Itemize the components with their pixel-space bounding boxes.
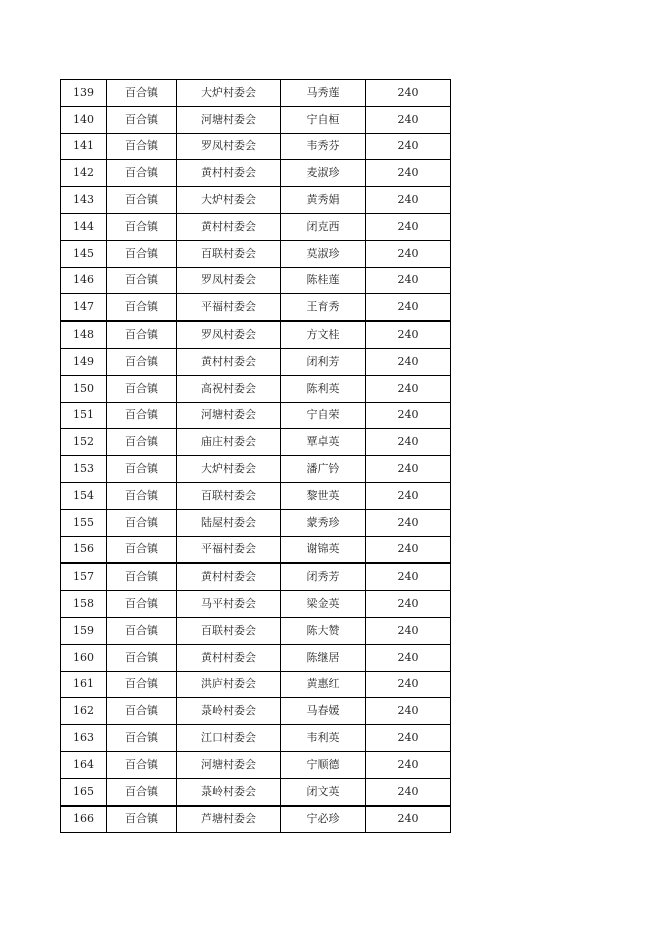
table-row bbox=[61, 563, 451, 590]
row-number-cell: 154 bbox=[61, 482, 107, 509]
village-cell: 洪庐村委会 bbox=[177, 671, 281, 698]
row-number-cell: 146 bbox=[61, 267, 107, 294]
amount-cell: 240 bbox=[366, 294, 451, 321]
village-cell: 黄村村委会 bbox=[177, 348, 281, 375]
village-cell: 百联村委会 bbox=[177, 240, 281, 267]
town-cell: 百合镇 bbox=[107, 644, 177, 671]
row-number-cell: 149 bbox=[61, 348, 107, 375]
table-row bbox=[61, 617, 451, 644]
table-row bbox=[61, 456, 451, 483]
town-cell: 百合镇 bbox=[107, 80, 177, 107]
table-row bbox=[61, 591, 451, 618]
table-row bbox=[61, 751, 451, 778]
amount-cell: 240 bbox=[366, 80, 451, 107]
amount-cell: 240 bbox=[366, 240, 451, 267]
name-cell: 宁自荣 bbox=[281, 402, 366, 429]
town-cell: 百合镇 bbox=[107, 133, 177, 160]
table-row bbox=[61, 482, 451, 509]
name-cell: 谢锦英 bbox=[281, 536, 366, 563]
village-cell: 芦塘村委会 bbox=[177, 806, 281, 833]
town-cell: 百合镇 bbox=[107, 321, 177, 348]
town-cell: 百合镇 bbox=[107, 106, 177, 133]
town-cell: 百合镇 bbox=[107, 725, 177, 752]
amount-cell: 240 bbox=[366, 106, 451, 133]
town-cell: 百合镇 bbox=[107, 429, 177, 456]
amount-cell: 240 bbox=[366, 698, 451, 725]
name-cell: 王育秀 bbox=[281, 294, 366, 321]
table-row bbox=[61, 671, 451, 698]
town-cell: 百合镇 bbox=[107, 160, 177, 187]
table-row bbox=[61, 213, 451, 240]
town-cell: 百合镇 bbox=[107, 482, 177, 509]
row-number-cell: 150 bbox=[61, 375, 107, 402]
name-cell: 黎世英 bbox=[281, 482, 366, 509]
amount-cell: 240 bbox=[366, 536, 451, 563]
village-cell: 庙庄村委会 bbox=[177, 429, 281, 456]
table-row bbox=[61, 375, 451, 402]
amount-cell: 240 bbox=[366, 806, 451, 833]
row-number-cell: 157 bbox=[61, 563, 107, 590]
village-cell: 大炉村委会 bbox=[177, 80, 281, 107]
row-number-cell: 144 bbox=[61, 213, 107, 240]
name-cell: 闭克西 bbox=[281, 213, 366, 240]
town-cell: 百合镇 bbox=[107, 536, 177, 563]
amount-cell: 240 bbox=[366, 429, 451, 456]
amount-cell: 240 bbox=[366, 778, 451, 805]
row-number-cell: 147 bbox=[61, 294, 107, 321]
table-body bbox=[61, 80, 451, 833]
name-cell: 陈桂莲 bbox=[281, 267, 366, 294]
town-cell: 百合镇 bbox=[107, 456, 177, 483]
amount-cell: 240 bbox=[366, 591, 451, 618]
row-number-cell: 164 bbox=[61, 751, 107, 778]
amount-cell: 240 bbox=[366, 751, 451, 778]
row-number-cell: 159 bbox=[61, 617, 107, 644]
name-cell: 陈大赞 bbox=[281, 617, 366, 644]
amount-cell: 240 bbox=[366, 133, 451, 160]
row-number-cell: 155 bbox=[61, 509, 107, 536]
town-cell: 百合镇 bbox=[107, 213, 177, 240]
table-row bbox=[61, 402, 451, 429]
village-cell: 罗凤村委会 bbox=[177, 133, 281, 160]
row-number-cell: 165 bbox=[61, 778, 107, 805]
amount-cell: 240 bbox=[366, 725, 451, 752]
town-cell: 百合镇 bbox=[107, 806, 177, 833]
row-number-cell: 141 bbox=[61, 133, 107, 160]
table-row bbox=[61, 536, 451, 563]
town-cell: 百合镇 bbox=[107, 375, 177, 402]
town-cell: 百合镇 bbox=[107, 698, 177, 725]
village-cell: 平福村委会 bbox=[177, 294, 281, 321]
name-cell: 麦淑珍 bbox=[281, 160, 366, 187]
row-number-cell: 143 bbox=[61, 187, 107, 214]
village-cell: 菉岭村委会 bbox=[177, 698, 281, 725]
name-cell: 宁顺德 bbox=[281, 751, 366, 778]
row-number-cell: 158 bbox=[61, 591, 107, 618]
village-cell: 高祝村委会 bbox=[177, 375, 281, 402]
name-cell: 蒙秀珍 bbox=[281, 509, 366, 536]
village-cell: 河塘村委会 bbox=[177, 751, 281, 778]
town-cell: 百合镇 bbox=[107, 778, 177, 805]
village-cell: 黄村村委会 bbox=[177, 213, 281, 240]
table-row bbox=[61, 187, 451, 214]
town-cell: 百合镇 bbox=[107, 187, 177, 214]
village-cell: 大炉村委会 bbox=[177, 187, 281, 214]
town-cell: 百合镇 bbox=[107, 294, 177, 321]
village-cell: 黄村村委会 bbox=[177, 644, 281, 671]
row-number-cell: 139 bbox=[61, 80, 107, 107]
village-cell: 百联村委会 bbox=[177, 482, 281, 509]
table-row bbox=[61, 509, 451, 536]
amount-cell: 240 bbox=[366, 644, 451, 671]
row-number-cell: 152 bbox=[61, 429, 107, 456]
town-cell: 百合镇 bbox=[107, 267, 177, 294]
table-row bbox=[61, 725, 451, 752]
town-cell: 百合镇 bbox=[107, 591, 177, 618]
row-number-cell: 166 bbox=[61, 806, 107, 833]
name-cell: 宁必珍 bbox=[281, 806, 366, 833]
amount-cell: 240 bbox=[366, 402, 451, 429]
town-cell: 百合镇 bbox=[107, 751, 177, 778]
row-number-cell: 145 bbox=[61, 240, 107, 267]
town-cell: 百合镇 bbox=[107, 348, 177, 375]
name-cell: 黄秀娟 bbox=[281, 187, 366, 214]
amount-cell: 240 bbox=[366, 482, 451, 509]
amount-cell: 240 bbox=[366, 509, 451, 536]
name-cell: 闭秀芳 bbox=[281, 563, 366, 590]
table-row bbox=[61, 133, 451, 160]
village-cell: 河塘村委会 bbox=[177, 402, 281, 429]
name-cell: 覃卓英 bbox=[281, 429, 366, 456]
row-number-cell: 156 bbox=[61, 536, 107, 563]
name-cell: 潘广钤 bbox=[281, 456, 366, 483]
village-cell: 黄村村委会 bbox=[177, 160, 281, 187]
row-number-cell: 140 bbox=[61, 106, 107, 133]
amount-cell: 240 bbox=[366, 563, 451, 590]
amount-cell: 240 bbox=[366, 160, 451, 187]
table-row bbox=[61, 106, 451, 133]
amount-cell: 240 bbox=[366, 671, 451, 698]
village-cell: 马平村委会 bbox=[177, 591, 281, 618]
table-row bbox=[61, 698, 451, 725]
name-cell: 黄惠红 bbox=[281, 671, 366, 698]
amount-cell: 240 bbox=[366, 267, 451, 294]
village-cell: 大炉村委会 bbox=[177, 456, 281, 483]
name-cell: 方文桂 bbox=[281, 321, 366, 348]
town-cell: 百合镇 bbox=[107, 402, 177, 429]
name-cell: 闭文英 bbox=[281, 778, 366, 805]
name-cell: 闭利芳 bbox=[281, 348, 366, 375]
row-number-cell: 163 bbox=[61, 725, 107, 752]
amount-cell: 240 bbox=[366, 617, 451, 644]
table-row bbox=[61, 321, 451, 348]
village-cell: 江口村委会 bbox=[177, 725, 281, 752]
name-cell: 马秀莲 bbox=[281, 80, 366, 107]
table-row bbox=[61, 294, 451, 321]
row-number-cell: 160 bbox=[61, 644, 107, 671]
table-row bbox=[61, 160, 451, 187]
amount-cell: 240 bbox=[366, 321, 451, 348]
village-cell: 百联村委会 bbox=[177, 617, 281, 644]
name-cell: 韦利英 bbox=[281, 725, 366, 752]
row-number-cell: 142 bbox=[61, 160, 107, 187]
table-row bbox=[61, 348, 451, 375]
spreadsheet-table bbox=[60, 79, 451, 833]
village-cell: 菉岭村委会 bbox=[177, 778, 281, 805]
name-cell: 莫淑珍 bbox=[281, 240, 366, 267]
amount-cell: 240 bbox=[366, 456, 451, 483]
amount-cell: 240 bbox=[366, 375, 451, 402]
name-cell: 韦秀芬 bbox=[281, 133, 366, 160]
name-cell: 陈继居 bbox=[281, 644, 366, 671]
village-cell: 平福村委会 bbox=[177, 536, 281, 563]
table-row bbox=[61, 267, 451, 294]
village-cell: 罗凤村委会 bbox=[177, 267, 281, 294]
village-cell: 陆屋村委会 bbox=[177, 509, 281, 536]
table-row bbox=[61, 806, 451, 833]
amount-cell: 240 bbox=[366, 187, 451, 214]
town-cell: 百合镇 bbox=[107, 671, 177, 698]
name-cell: 梁金英 bbox=[281, 591, 366, 618]
town-cell: 百合镇 bbox=[107, 509, 177, 536]
name-cell: 陈利英 bbox=[281, 375, 366, 402]
amount-cell: 240 bbox=[366, 348, 451, 375]
row-number-cell: 162 bbox=[61, 698, 107, 725]
town-cell: 百合镇 bbox=[107, 617, 177, 644]
table-row bbox=[61, 644, 451, 671]
village-cell: 河塘村委会 bbox=[177, 106, 281, 133]
town-cell: 百合镇 bbox=[107, 240, 177, 267]
row-number-cell: 153 bbox=[61, 456, 107, 483]
row-number-cell: 161 bbox=[61, 671, 107, 698]
village-cell: 黄村村委会 bbox=[177, 563, 281, 590]
village-cell: 罗凤村委会 bbox=[177, 321, 281, 348]
table-row bbox=[61, 429, 451, 456]
table-row bbox=[61, 80, 451, 107]
table-row bbox=[61, 240, 451, 267]
row-number-cell: 148 bbox=[61, 321, 107, 348]
amount-cell: 240 bbox=[366, 213, 451, 240]
table-row bbox=[61, 778, 451, 805]
row-number-cell: 151 bbox=[61, 402, 107, 429]
name-cell: 宁自桓 bbox=[281, 106, 366, 133]
name-cell: 马春媛 bbox=[281, 698, 366, 725]
town-cell: 百合镇 bbox=[107, 563, 177, 590]
